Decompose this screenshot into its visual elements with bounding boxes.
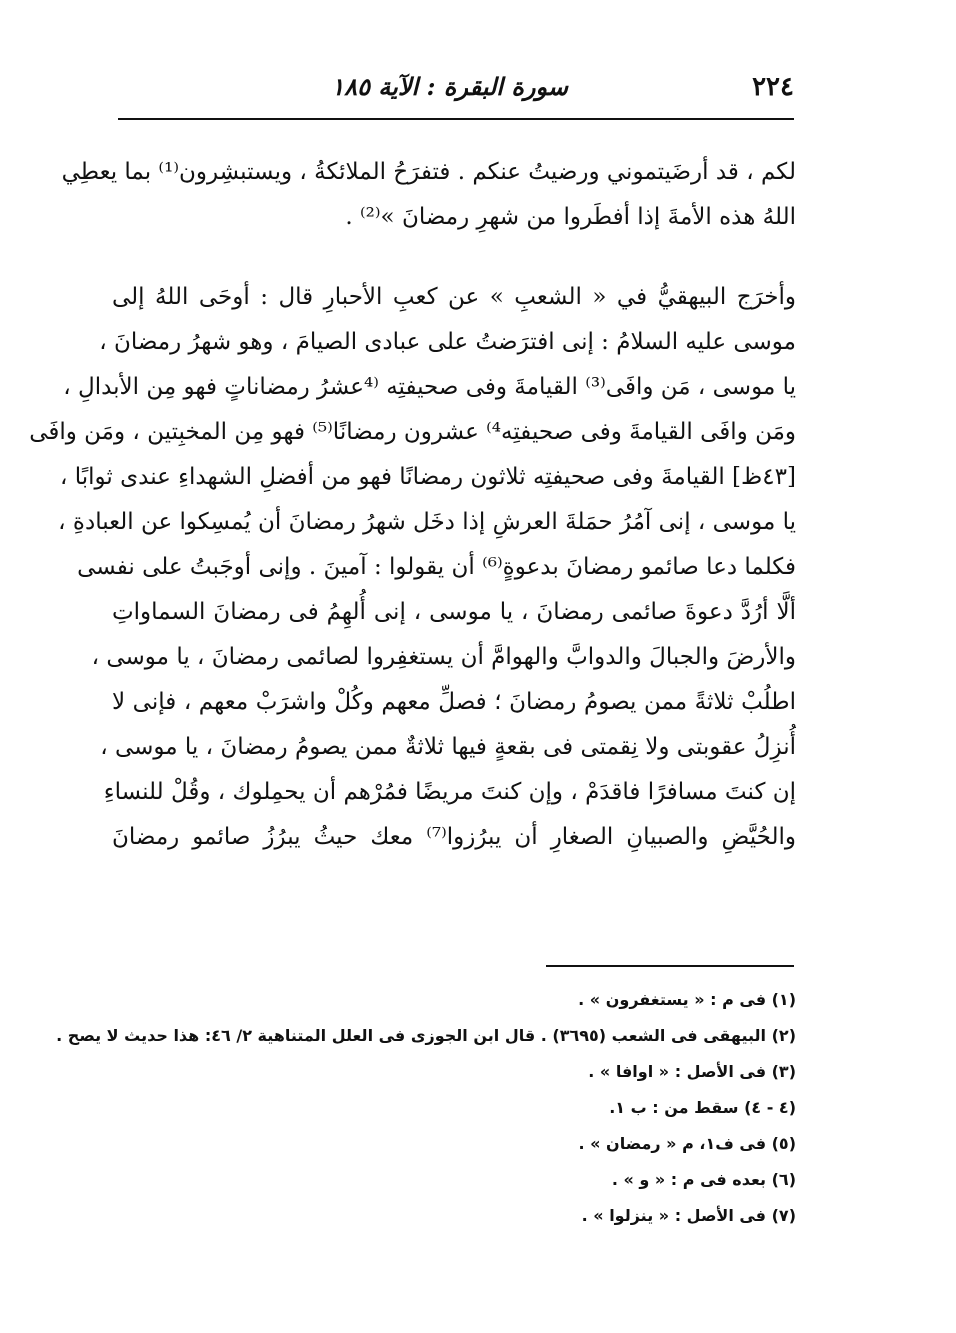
running-header [118,70,794,110]
text-line: يا موسى ، إنى آمُرُ حمَلةَ العرشِ إذا دخَل شهرُ رمضانَ أن يُمسِكوا عن العبادةِ ، [58,509,796,535]
footnote: (٤ - ٤) سقط من : ب ١. [609,1098,796,1117]
text-line: إن كنتَ مسافرًا فاقدَمْ ، وإن كنتَ مريضًا فمُرْهم أن يحمِلوك ، وقُلْ للنساءِ [103,779,796,805]
page-number: ٢٢٤ [752,72,794,102]
footnote: (٥) فى ف١، م « رمضان » . [578,1134,796,1153]
surah-verse-title: سورة البقرة : الآية ١٨٥ [331,72,568,101]
footnotes [56,982,796,1234]
text-line: [٤٣ظ] القيامةَ وفى صحيفتِه ثلاثون رمضانًا فهو من أفضلِ الشهداءِ عندى ثوابًا ، [60,464,796,490]
text-line: اطلُبْ ثلاثةً ممن يصومُ رمضانَ ؛ فصلِّ معهم وكُلْ واشرَبْ معهم ، فإنى لا [112,689,796,715]
footnote: (٢) البيهقى فى الشعب (٣٦٩٥) . قال ابن الجوزى فى العلل المتناهية ٢/ ٤٦: هذا حديث لا يصح . [56,1026,796,1045]
footnote: (١) فى م : « يستغفرون » . [578,990,796,1009]
text-line: والحُيَّضِ والصبيانِ الصغارِ أن يبرُزوا⁽⁷⁾ معك حيثُ يبرُزُ صائمو رمضانَ [112,824,796,850]
text-line: ومَن وافَى القيامةَ وفى صحيفتِه⁴⁾ عشرون رمضانًا⁽⁵⁾ فهو مِن المخبِتين ، ومَن وافَى [29,419,796,445]
text-line: لكم ، قد أرضَيتموني ورضيتُ عنكم . فتفرَحُ الملائكةُ ، ويستبشِرون⁽¹⁾ بما يعطِي [61,159,796,185]
footnote-divider [546,965,794,967]
text-line: يا موسى ، مَن وافَى⁽³⁾ القيامةَ وفى صحيفتِه ⁽⁴عشرُ رمضاناتٍ فهو مِن الأبدالِ ، [63,374,796,400]
text-line: أُنزِلُ عقوبتى ولا نِقمتى فى بقعةٍ فيها ثلاثةٌ ممن يصومُ رمضانَ ، يا موسى ، [100,734,796,760]
footnote: (٣) فى الأصل : « اوافا » . [588,1062,796,1081]
footnote: (٦) بعده فى م : « و » . [611,1170,796,1189]
text-line: والأرضَ والجبالَ والدوابَّ والهوامَّ أن يستغفِروا لصائمى رمضانَ ، يا موسى ، [91,644,796,670]
text-line: اللهُ هذه الأمةَ إذا أفطَروا من شهرِ رمضانَ »⁽²⁾ . [345,204,796,230]
text-line: ألَّا أرُدَّ دعوةَ صائمى رمضانَ ، يا موسى ، إنى أُلهِمُ فى رمضانَ السماواتِ [112,599,796,625]
text-line: وأخرَج البيهقيُّ في « الشعبِ » عن كعبِ الأحبارِ قال : أوحَى اللهُ إلى [112,284,796,310]
text-line: موسى عليه السلامُ : إنى افترَضتُ على عبادى الصيامَ ، وهو شهرُ رمضانَ ، [99,329,796,355]
paragraph-gap [112,240,796,275]
main-text [29,150,796,860]
text-line: فكلما دعا صائمو رمضانَ بدعوةٍ⁽⁶⁾ أن يقولوا : آمينَ . وإنى أوجَبتُ على نفسى [77,554,796,580]
footnote: (٧) فى الأصل : « ينزلوا » . [581,1206,796,1225]
header-divider [118,118,794,120]
